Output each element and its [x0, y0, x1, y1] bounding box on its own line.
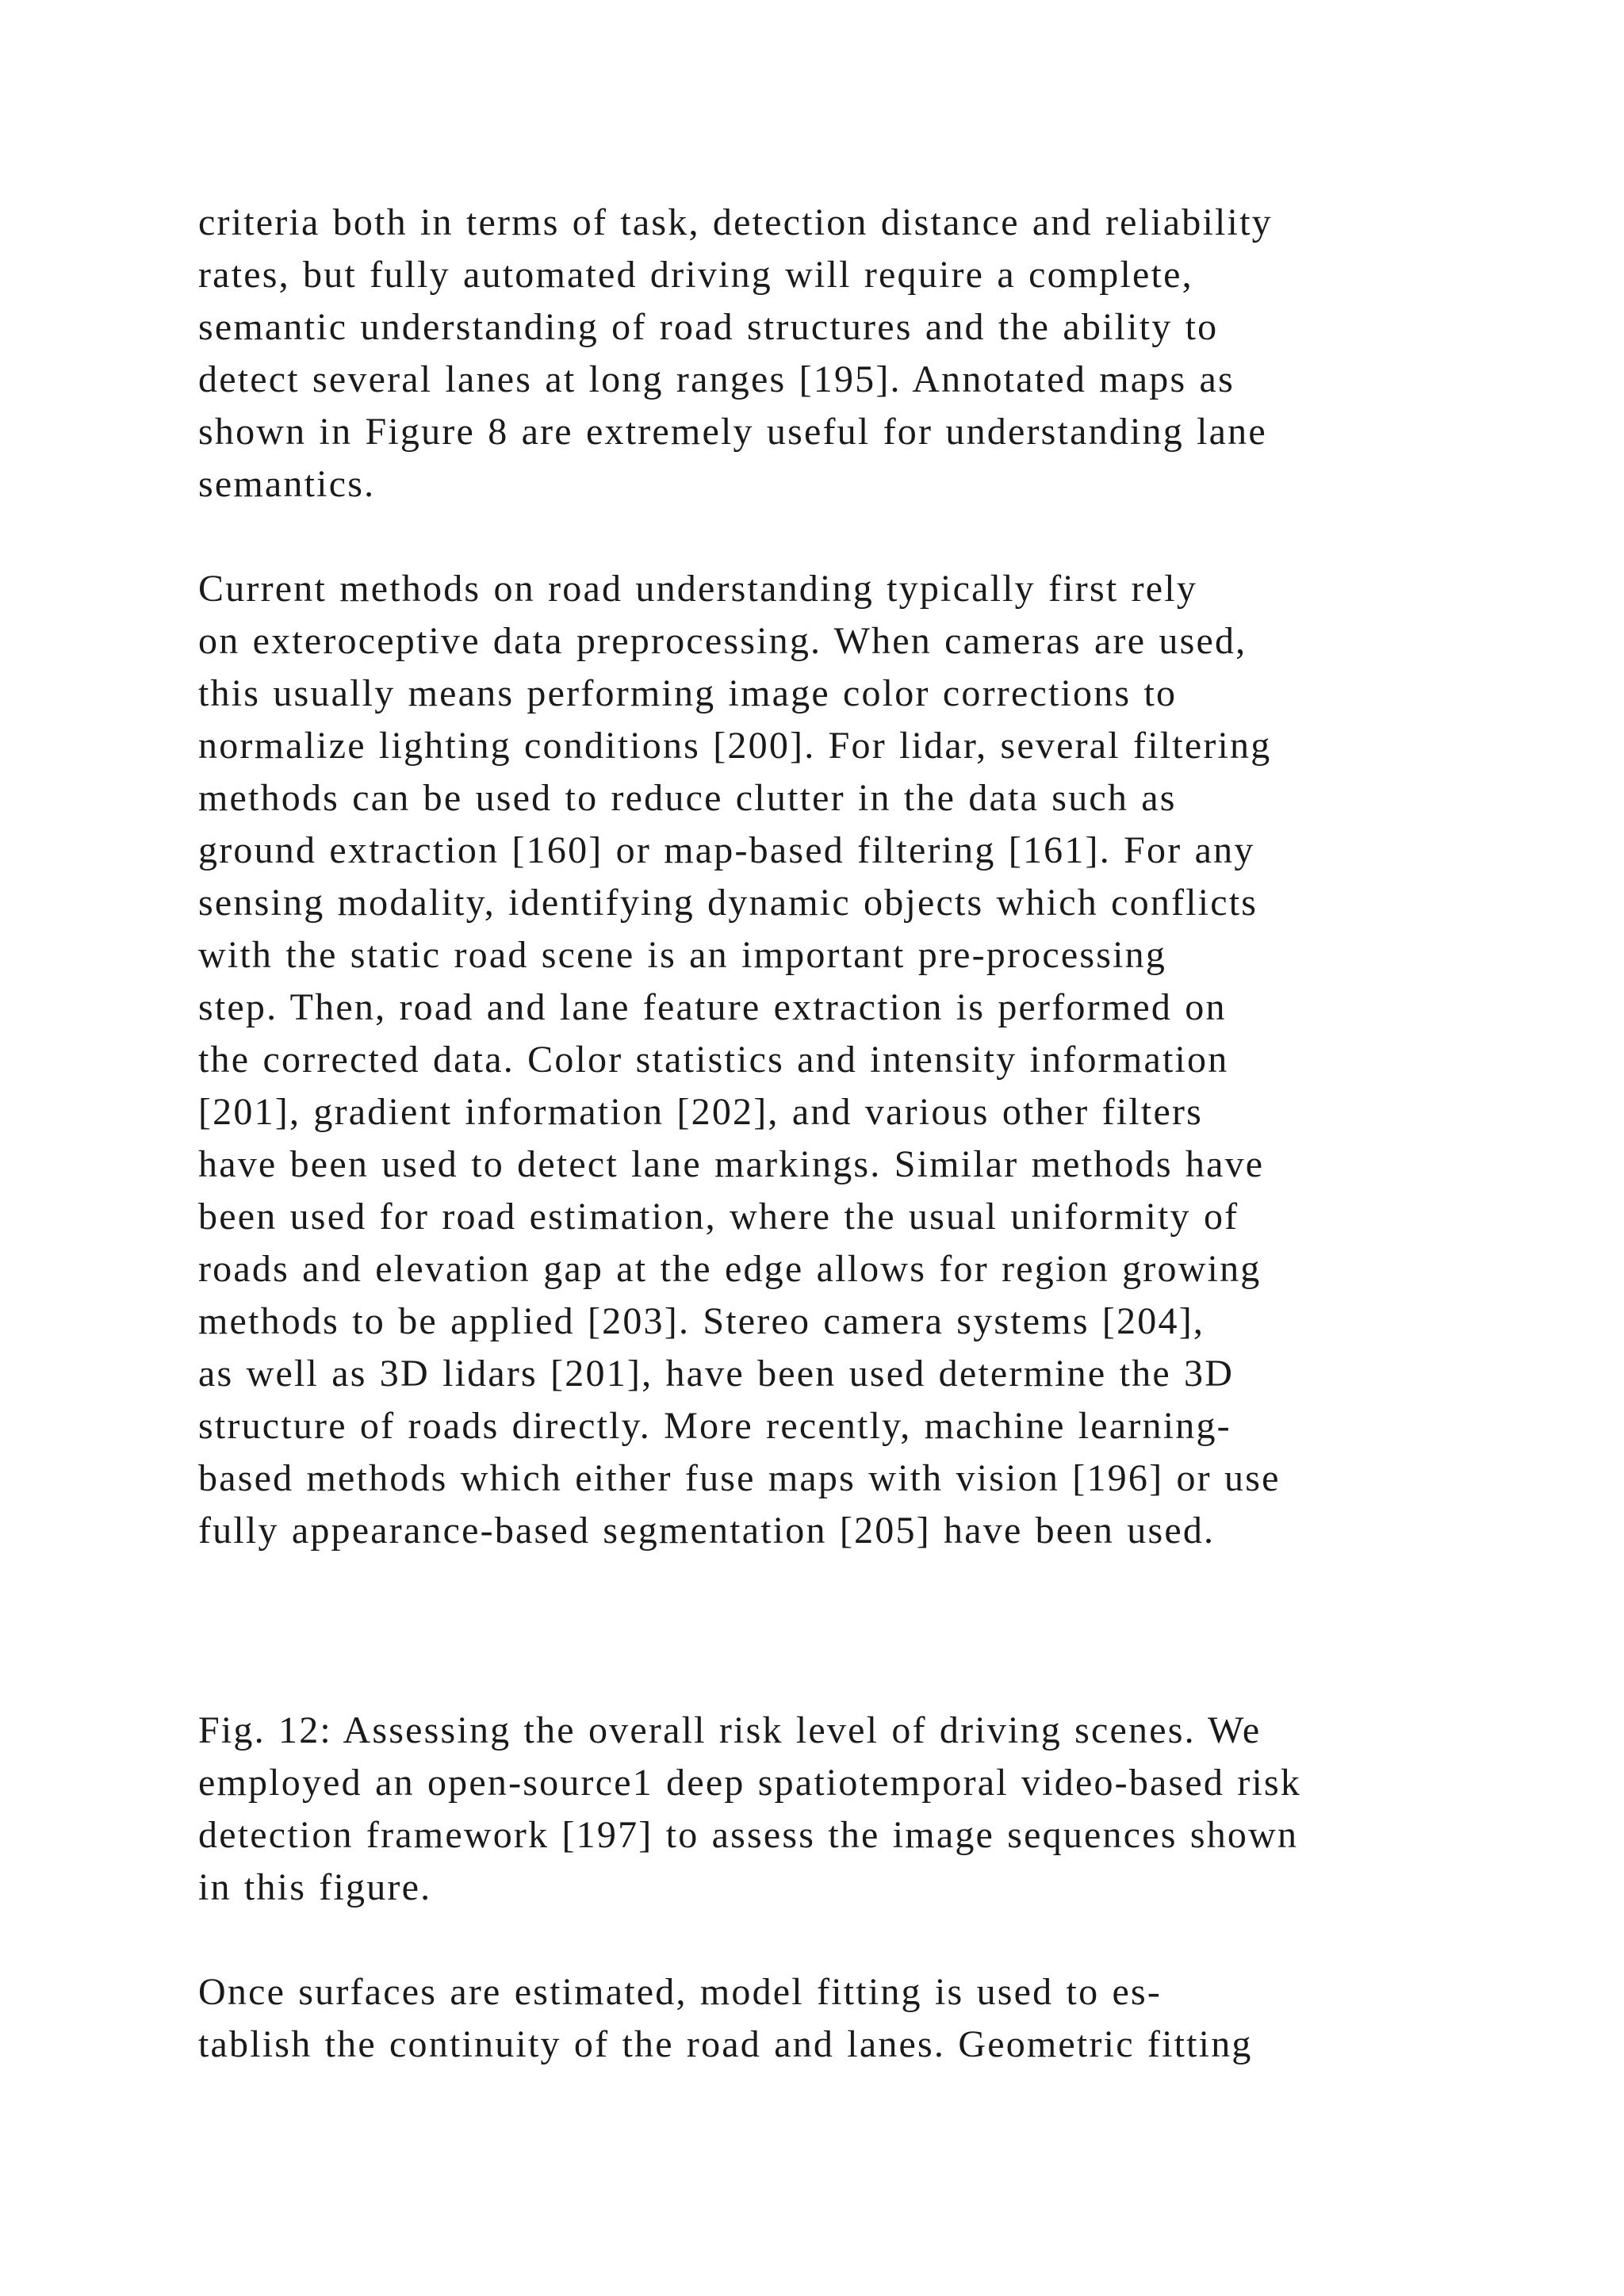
text-line: fully appearance-based segmentation [205] have been used.: [198, 1510, 1216, 1552]
caption-line: Fig. 12: Assessing the overall risk level of driving scenes. We: [198, 1709, 1262, 1751]
text-line: ground extraction [160] or map-based filtering [161]. For any: [198, 829, 1255, 871]
text-line: Once surfaces are estimated, model fitting is used to es-: [198, 1971, 1162, 2013]
text-line: this usually means performing image color corrections to: [198, 672, 1178, 714]
caption-line: in this figure.: [198, 1866, 432, 1908]
caption-line: detection framework [197] to assess the image sequences shown: [198, 1814, 1299, 1856]
text-line: rates, but fully automated driving will require a complete,: [198, 254, 1193, 296]
text-line: been used for road estimation, where the usual uniformity of: [198, 1196, 1239, 1238]
text-line: based methods which either fuse maps with vision [196] or use: [198, 1457, 1281, 1499]
text-line: methods to be applied [203]. Stereo camera systems [204],: [198, 1300, 1205, 1342]
text-line: on exteroceptive data preprocessing. When cameras are used,: [198, 620, 1247, 662]
text-line: have been used to detect lane markings. Similar methods have: [198, 1143, 1265, 1185]
text-line: Current methods on road understanding typically first rely: [198, 568, 1198, 610]
paragraph-model-fitting: [198, 1966, 1253, 2071]
text-line: tablish the continuity of the road and lanes. Geometric fitting: [198, 2023, 1253, 2065]
paragraph-lane-semantics: [198, 197, 1273, 511]
text-line: step. Then, road and lane feature extraction is performed on: [198, 986, 1227, 1028]
paragraph-road-understanding: [198, 563, 1281, 1557]
text-line: structure of roads directly. More recently, machine learning-: [198, 1405, 1231, 1447]
text-line: sensing modality, identifying dynamic objects which conflicts: [198, 882, 1258, 924]
text-line: semantics.: [198, 463, 376, 505]
text-line: methods can be used to reduce clutter in the data such as: [198, 777, 1177, 819]
text-line: with the static road scene is an important pre-processing: [198, 934, 1167, 976]
text-line: as well as 3D lidars [201], have been used determine the 3D: [198, 1353, 1235, 1395]
text-line: [201], gradient information [202], and various other filters: [198, 1091, 1204, 1133]
text-line: detect several lanes at long ranges [195]. Annotated maps as: [198, 358, 1235, 400]
text-line: shown in Figure 8 are extremely useful for understanding lane: [198, 411, 1267, 453]
text-line: criteria both in terms of task, detection distance and reliability: [198, 201, 1273, 243]
caption-line: employed an open-source1 deep spatiotemporal video-based risk: [198, 1762, 1302, 1804]
text-line: normalize lighting conditions [200]. For lidar, several filtering: [198, 725, 1272, 767]
text-line: semantic understanding of road structures and the ability to: [198, 306, 1219, 348]
figure-caption: [198, 1705, 1301, 1914]
text-line: roads and elevation gap at the edge allows for region growing: [198, 1248, 1262, 1290]
text-line: the corrected data. Color statistics and intensity information: [198, 1039, 1229, 1081]
